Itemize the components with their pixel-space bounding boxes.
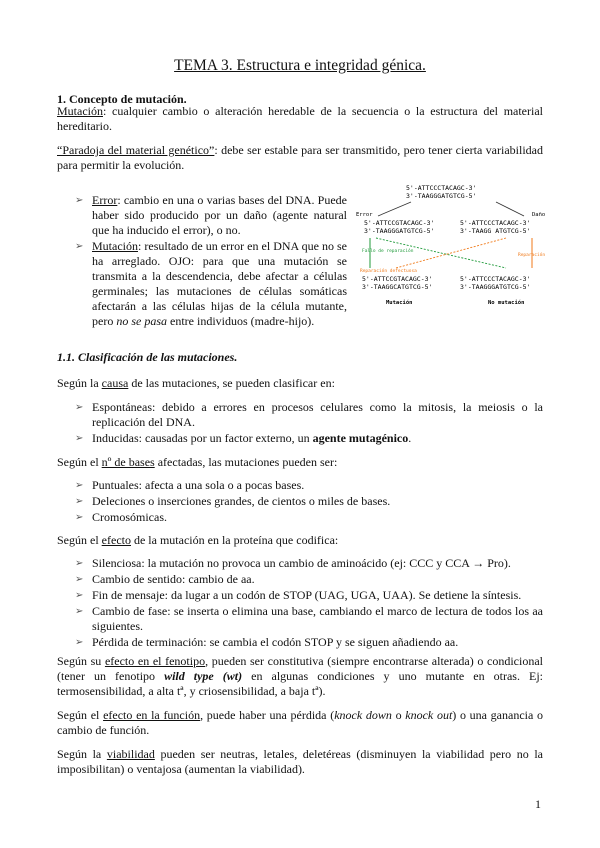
bullet-arrow-icon: ➢ bbox=[75, 606, 84, 617]
funcion-a: , puede haber una pérdida ( bbox=[200, 708, 335, 722]
fig-left-label: Error bbox=[356, 212, 373, 218]
list-item bbox=[75, 635, 543, 650]
list-item bbox=[75, 588, 543, 603]
fenotipo-italic: wild type (wt) bbox=[164, 669, 243, 683]
section-heading-concept: 1. Concepto de mutación. bbox=[57, 92, 187, 106]
bases-item: Deleciones o inserciones grandes, de cientos o miles de bases. bbox=[92, 494, 391, 508]
funcion-pre: Según el bbox=[57, 708, 104, 722]
fig-bottom-left2: 3'-TAAGGCATGTCG-5' bbox=[362, 283, 433, 291]
list-item bbox=[75, 193, 347, 238]
funcion-italic-1: knock down bbox=[334, 708, 392, 722]
bullet-arrow-icon: ➢ bbox=[75, 512, 84, 523]
list-item bbox=[75, 400, 543, 430]
list-item bbox=[75, 478, 543, 493]
causa-paragraph bbox=[57, 376, 543, 391]
efecto-item: Pérdida de terminación: se cambia el codón STOP y se siguen añadiendo aa. bbox=[92, 635, 459, 649]
error-term: Error bbox=[92, 193, 118, 207]
bases-item: Puntuales: afecta a una sola o a pocas bases. bbox=[92, 478, 305, 492]
bullet-arrow-icon: ➢ bbox=[75, 574, 84, 585]
list-item bbox=[75, 494, 543, 509]
bullet-arrow-icon: ➢ bbox=[75, 496, 84, 507]
efecto-item: Fin de mensaje: da lugar a un codón de STOP (UAG, UGA, UAA). Se detiene la síntesis. bbox=[92, 588, 522, 602]
funcion-b: ) o una ganancia o cambio de función. bbox=[57, 708, 544, 737]
mutation-term: Mutación bbox=[57, 104, 103, 118]
bullet-arrow-icon: ➢ bbox=[75, 637, 84, 648]
efecto-paragraph bbox=[57, 533, 543, 548]
causa-pre: Según la bbox=[57, 376, 102, 390]
fenotipo-b: en algunas condiciones y uno mutante en otras. Ej: termosensibilidad, a alta tª, y criosensibilidad, a baja tª). bbox=[57, 669, 543, 698]
bullet-arrow-icon: ➢ bbox=[75, 195, 84, 206]
bases-pre: Según el bbox=[57, 455, 102, 469]
list-item bbox=[75, 556, 543, 571]
fig-top-seq2: 3'-TAAGGGATGTCG-5' bbox=[406, 192, 477, 200]
efecto-term: efecto bbox=[101, 533, 131, 547]
fig-left-seq2: 3'-TAAGGGATGTCG-5' bbox=[364, 227, 435, 235]
list-item bbox=[75, 431, 543, 446]
error-text: : cambio en una o varias bases del DNA. Puede haber sido producido por un daño (agente natural que ha inducido el error), o no. bbox=[92, 193, 347, 237]
funcion-paragraph bbox=[57, 708, 543, 738]
inducidas-pre: Inducidas: causadas por un factor externo, un bbox=[92, 431, 313, 445]
list-item bbox=[75, 604, 543, 634]
fig-repair-label: Reparación bbox=[518, 253, 546, 258]
mutation-term-2: Mutación bbox=[92, 239, 138, 253]
fenotipo-term: efecto en el fenotipo bbox=[104, 654, 206, 668]
arrow-to-error bbox=[378, 202, 411, 216]
page-title: TEMA 3. Estructura e integridad génica. bbox=[174, 57, 426, 74]
viab-term: viabilidad bbox=[106, 747, 155, 761]
list-item bbox=[75, 510, 543, 525]
bases-post: afectadas, las mutaciones pueden ser: bbox=[154, 455, 338, 469]
bases-item: Cromosómicas. bbox=[92, 510, 167, 524]
paradox-text: : debe ser estable para ser transmitido, pero tener cierta variabilidad para permitir la evolución. bbox=[57, 143, 543, 172]
fig-bottom-right1: 5'-ATTCCCTACAGC-3' bbox=[460, 275, 531, 283]
error-mutation-list bbox=[75, 193, 347, 330]
viab-post: pueden ser neutras, letales, deletéreas (disminuyen la viabilidad pero no la imposibilitan) o ventajosa (aumentan la viabilidad). bbox=[57, 747, 543, 776]
bullet-arrow-icon: ➢ bbox=[75, 402, 84, 413]
fig-bottom-right2: 3'-TAAGGGATGTCG-5' bbox=[460, 283, 531, 291]
funcion-term: efecto en la función bbox=[103, 708, 201, 722]
funcion-italic-2: knock out bbox=[405, 708, 453, 722]
fig-right-seq2: 3'-TAAGG ATGTCG-5' bbox=[460, 227, 531, 235]
viabilidad-paragraph bbox=[57, 747, 543, 777]
bases-term: nº de bases bbox=[101, 455, 155, 469]
efecto-post: de la mutación en la proteína que codifica: bbox=[130, 533, 339, 547]
bases-paragraph bbox=[57, 455, 543, 470]
mutation-definition-text: : cualquier cambio o alteración heredable de la secuencia o la estructura del material hereditario. bbox=[57, 104, 543, 133]
causa-term: causa bbox=[101, 376, 129, 390]
page-number: 1 bbox=[535, 797, 541, 811]
paradox-term: “Paradoja del material genético” bbox=[57, 143, 215, 157]
dna-error-repair-diagram bbox=[356, 180, 546, 320]
efecto-item: Cambio de sentido: cambio de aa. bbox=[92, 572, 255, 586]
fig-right-label: Daño bbox=[532, 212, 546, 218]
mutation-text-a: : resultado de un error en el DNA que no se ha arreglado. OJO: para que una mutación se transmita a la descendencia, debe afectar a células germinales; las mutaciones de células somáticas afectarán a las células hijas de la célula mutante, pero bbox=[92, 239, 347, 328]
mutation-text-b: entre individuos (madre-hijo). bbox=[167, 314, 315, 328]
bases-list bbox=[75, 478, 543, 526]
causa-post: de las mutaciones, se pueden clasificar en: bbox=[128, 376, 335, 390]
bullet-arrow-icon: ➢ bbox=[75, 241, 84, 252]
bullet-arrow-icon: ➢ bbox=[75, 433, 84, 444]
fenotipo-a: , pueden ser constitutiva (siempre encontrarse alterada) o condicional (tener un fenotipo bbox=[57, 654, 543, 683]
causa-item-spontaneous: Espontáneas: debido a errores en procesos celulares como la mitosis, la meiosis o la replicación del DNA. bbox=[92, 400, 543, 429]
efecto-item: Silenciosa: la mutación no provoca un cambio de aminoácido (ej: CCC y CCA → Pro). bbox=[92, 556, 511, 570]
bullet-arrow-icon: ➢ bbox=[75, 480, 84, 491]
fig-fail-label: Fallo de reparación bbox=[362, 249, 414, 254]
arrow-to-damage bbox=[496, 202, 524, 216]
fig-left-seq1: 5'-ATTCCGTACAGC-3' bbox=[364, 219, 435, 227]
bullet-arrow-icon: ➢ bbox=[75, 558, 84, 569]
mutation-text-italic: no se pasa bbox=[116, 314, 167, 328]
fig-bottom-left1: 5'-ATTCCGTACAGC-3' bbox=[362, 275, 433, 283]
fenotipo-pre: Según su bbox=[57, 654, 105, 668]
funcion-mid: o bbox=[391, 708, 406, 722]
list-item bbox=[75, 572, 543, 587]
efecto-pre: Según el bbox=[57, 533, 102, 547]
inducidas-post: . bbox=[408, 431, 412, 445]
fig-bottom-left-label: Mutación bbox=[386, 300, 413, 306]
viab-pre: Según la bbox=[57, 747, 107, 761]
efecto-item: Cambio de fase: se inserta o elimina una base, cambiando el marco de lectura de todos los aa siguientes. bbox=[92, 604, 543, 633]
bullet-arrow-icon: ➢ bbox=[75, 590, 84, 601]
efecto-list bbox=[75, 556, 543, 651]
paradox-paragraph bbox=[57, 143, 543, 173]
list-item bbox=[75, 239, 347, 329]
mutation-definition bbox=[57, 104, 543, 134]
fig-right-seq1: 5'-ATTCCCTACAGC-3' bbox=[460, 219, 531, 227]
fig-defect-label: Reparación defectuosa bbox=[360, 269, 417, 274]
fenotipo-paragraph bbox=[57, 654, 543, 699]
fig-top-seq1: 5'-ATTCCCTACAGC-3' bbox=[406, 184, 477, 192]
fig-bottom-right-label: No mutación bbox=[488, 300, 525, 306]
section-heading-classification: 1.1. Clasificación de las mutaciones. bbox=[57, 350, 238, 364]
causa-list bbox=[75, 400, 543, 447]
inducidas-bold: agente mutagénico bbox=[312, 431, 409, 445]
